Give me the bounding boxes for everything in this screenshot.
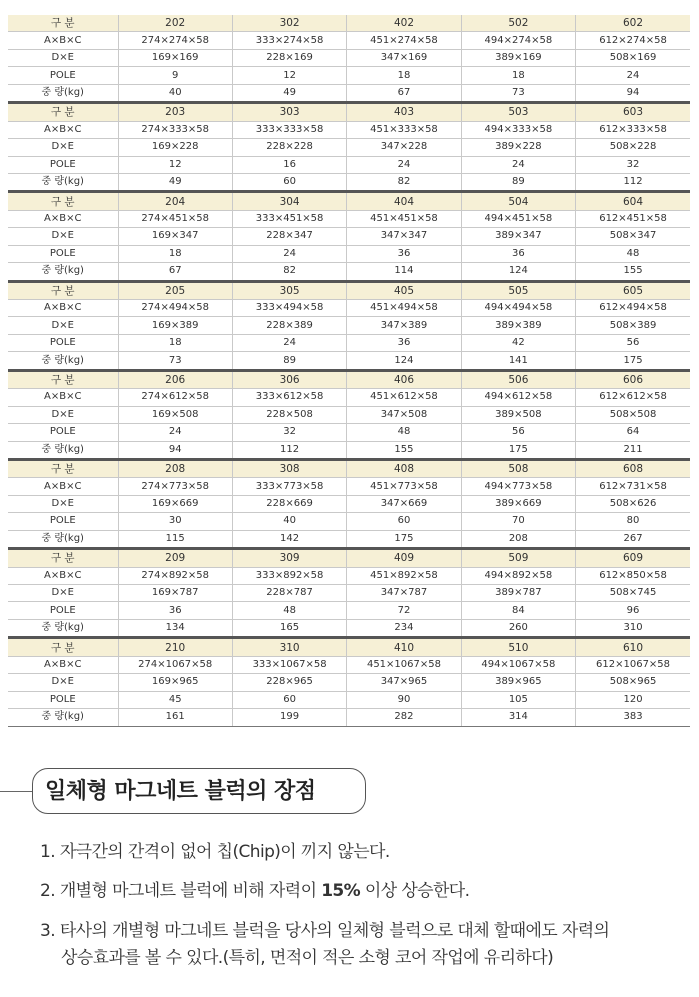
- row-label-cell: D×E: [8, 495, 118, 512]
- row-label-cell: D×E: [8, 139, 118, 156]
- table-row: [8, 228, 690, 245]
- table-cell: 228×228: [232, 139, 346, 156]
- table-cell: 169×169: [118, 49, 232, 66]
- table-row: [8, 352, 690, 370]
- table-cell: 169×347: [118, 228, 232, 245]
- table-cell: 36: [347, 334, 461, 351]
- table-cell: 347×669: [347, 495, 461, 512]
- table-cell: 612×612×58: [576, 389, 690, 406]
- table-cell: 175: [347, 530, 461, 548]
- row-label-cell: POLE: [8, 691, 118, 708]
- row-label-cell: A×B×C: [8, 210, 118, 227]
- table-row: [8, 567, 690, 584]
- table-cell: 40: [118, 84, 232, 102]
- table-cell: 260: [461, 619, 575, 637]
- model-cell: 410: [347, 638, 461, 656]
- table-cell: 155: [347, 441, 461, 459]
- table-cell: 67: [347, 84, 461, 102]
- table-cell: 389×965: [461, 674, 575, 691]
- table-cell: 48: [232, 602, 346, 619]
- table-cell: 84: [461, 602, 575, 619]
- table-cell: 274×612×58: [118, 389, 232, 406]
- table-cell: 80: [576, 513, 690, 530]
- model-cell: 604: [576, 192, 690, 210]
- table-header-row: [8, 549, 690, 567]
- row-label-cell: 중 량(kg): [8, 619, 118, 637]
- table-cell: 508×965: [576, 674, 690, 691]
- model-cell: 203: [118, 103, 232, 121]
- table-cell: 64: [576, 424, 690, 441]
- table-header-row: [8, 192, 690, 210]
- table-cell: 612×850×58: [576, 567, 690, 584]
- table-cell: 114: [347, 263, 461, 281]
- table-cell: 494×333×58: [461, 121, 575, 138]
- table-cell: 282: [347, 709, 461, 726]
- row-label-cell: 중 량(kg): [8, 173, 118, 191]
- model-cell: 608: [576, 459, 690, 477]
- table-cell: 228×508: [232, 406, 346, 423]
- row-label-cell: POLE: [8, 334, 118, 351]
- table-cell: 60: [232, 173, 346, 191]
- table-cell: 494×274×58: [461, 32, 575, 49]
- table-cell: 105: [461, 691, 575, 708]
- table-cell: 347×508: [347, 406, 461, 423]
- table-cell: 333×274×58: [232, 32, 346, 49]
- model-cell: 310: [232, 638, 346, 656]
- table-cell: 274×274×58: [118, 32, 232, 49]
- table-cell: 389×347: [461, 228, 575, 245]
- header-label-cell: 구 분: [8, 638, 118, 656]
- table-cell: 389×669: [461, 495, 575, 512]
- model-cell: 302: [232, 15, 346, 32]
- table-cell: 389×787: [461, 585, 575, 602]
- row-label-cell: D×E: [8, 228, 118, 245]
- model-cell: 510: [461, 638, 575, 656]
- row-label-cell: POLE: [8, 245, 118, 262]
- table-row: [8, 656, 690, 673]
- table-cell: 142: [232, 530, 346, 548]
- table-cell: 96: [576, 602, 690, 619]
- table-row: [8, 210, 690, 227]
- advantages-list: [40, 840, 690, 971]
- table-cell: 169×508: [118, 406, 232, 423]
- table-row: [8, 513, 690, 530]
- table-cell: 451×274×58: [347, 32, 461, 49]
- model-cell: 505: [461, 281, 575, 299]
- table-cell: 612×731×58: [576, 478, 690, 495]
- table-cell: 49: [118, 173, 232, 191]
- row-label-cell: D×E: [8, 585, 118, 602]
- table-cell: 508×745: [576, 585, 690, 602]
- table-cell: 451×1067×58: [347, 656, 461, 673]
- table-cell: 333×1067×58: [232, 656, 346, 673]
- table-header-row: [8, 638, 690, 656]
- table-row: [8, 334, 690, 351]
- table-cell: 508×626: [576, 495, 690, 512]
- spec-table-area: [8, 15, 690, 727]
- table-cell: 30: [118, 513, 232, 530]
- table-cell: 333×773×58: [232, 478, 346, 495]
- model-cell: 206: [118, 370, 232, 388]
- table-row: [8, 32, 690, 49]
- table-cell: 451×892×58: [347, 567, 461, 584]
- row-label-cell: 중 량(kg): [8, 263, 118, 281]
- table-cell: 48: [576, 245, 690, 262]
- table-row: [8, 478, 690, 495]
- table-header-row: [8, 459, 690, 477]
- table-cell: 18: [347, 67, 461, 84]
- model-cell: 209: [118, 549, 232, 567]
- table-header-row: [8, 103, 690, 121]
- table-cell: 451×773×58: [347, 478, 461, 495]
- table-cell: 389×169: [461, 49, 575, 66]
- table-cell: 389×508: [461, 406, 575, 423]
- table-cell: 134: [118, 619, 232, 637]
- table-row: [8, 585, 690, 602]
- model-cell: 406: [347, 370, 461, 388]
- table-cell: 451×451×58: [347, 210, 461, 227]
- table-cell: 56: [576, 334, 690, 351]
- model-cell: 304: [232, 192, 346, 210]
- table-cell: 612×451×58: [576, 210, 690, 227]
- table-cell: 24: [232, 245, 346, 262]
- table-cell: 228×347: [232, 228, 346, 245]
- table-cell: 228×389: [232, 317, 346, 334]
- row-label-cell: A×B×C: [8, 656, 118, 673]
- row-label-cell: POLE: [8, 156, 118, 173]
- table-cell: 141: [461, 352, 575, 370]
- table-cell: 73: [461, 84, 575, 102]
- table-row: [8, 49, 690, 66]
- table-row: [8, 389, 690, 406]
- model-cell: 306: [232, 370, 346, 388]
- table-cell: 347×228: [347, 139, 461, 156]
- table-cell: 161: [118, 709, 232, 726]
- table-cell: 24: [347, 156, 461, 173]
- model-cell: 610: [576, 638, 690, 656]
- table-cell: 208: [461, 530, 575, 548]
- table-cell: 612×274×58: [576, 32, 690, 49]
- model-cell: 405: [347, 281, 461, 299]
- table-cell: 612×494×58: [576, 300, 690, 317]
- row-label-cell: A×B×C: [8, 32, 118, 49]
- table-cell: 274×892×58: [118, 567, 232, 584]
- table-cell: 60: [347, 513, 461, 530]
- row-label-cell: 중 량(kg): [8, 709, 118, 726]
- table-cell: 112: [576, 173, 690, 191]
- table-row: [8, 121, 690, 138]
- table-row: [8, 156, 690, 173]
- table-header-row: [8, 281, 690, 299]
- table-cell: 267: [576, 530, 690, 548]
- table-cell: 389×389: [461, 317, 575, 334]
- table-cell: 333×333×58: [232, 121, 346, 138]
- table-cell: 24: [118, 424, 232, 441]
- row-label-cell: 중 량(kg): [8, 352, 118, 370]
- header-label-cell: 구 분: [8, 15, 118, 32]
- row-label-cell: 중 량(kg): [8, 441, 118, 459]
- table-cell: 494×494×58: [461, 300, 575, 317]
- table-row: [8, 495, 690, 512]
- model-cell: 309: [232, 549, 346, 567]
- table-row: [8, 406, 690, 423]
- table-row: [8, 674, 690, 691]
- table-cell: 12: [232, 67, 346, 84]
- table-cell: 48: [347, 424, 461, 441]
- table-row: [8, 317, 690, 334]
- header-label-cell: 구 분: [8, 281, 118, 299]
- model-cell: 504: [461, 192, 575, 210]
- model-cell: 303: [232, 103, 346, 121]
- row-label-cell: POLE: [8, 602, 118, 619]
- table-cell: 115: [118, 530, 232, 548]
- advantages-title: 일체형 마그네트 블럭의 장점: [32, 768, 366, 814]
- table-cell: 274×773×58: [118, 478, 232, 495]
- percent-highlight: 15%: [321, 881, 361, 901]
- table-cell: 49: [232, 84, 346, 102]
- table-cell: 508×228: [576, 139, 690, 156]
- table-cell: 508×508: [576, 406, 690, 423]
- table-cell: 333×892×58: [232, 567, 346, 584]
- table-cell: 124: [347, 352, 461, 370]
- table-row: [8, 424, 690, 441]
- table-cell: 494×1067×58: [461, 656, 575, 673]
- spec-table: [8, 15, 690, 727]
- table-cell: 18: [118, 245, 232, 262]
- table-cell: 333×494×58: [232, 300, 346, 317]
- header-label-cell: 구 분: [8, 192, 118, 210]
- table-cell: 32: [576, 156, 690, 173]
- table-cell: 347×389: [347, 317, 461, 334]
- header-label-cell: 구 분: [8, 370, 118, 388]
- row-label-cell: 중 량(kg): [8, 530, 118, 548]
- table-cell: 24: [576, 67, 690, 84]
- table-cell: 94: [576, 84, 690, 102]
- table-cell: 274×494×58: [118, 300, 232, 317]
- table-cell: 73: [118, 352, 232, 370]
- model-cell: 408: [347, 459, 461, 477]
- table-cell: 228×965: [232, 674, 346, 691]
- table-cell: 12: [118, 156, 232, 173]
- table-cell: 36: [461, 245, 575, 262]
- table-cell: 82: [232, 263, 346, 281]
- table-cell: 169×787: [118, 585, 232, 602]
- table-cell: 347×965: [347, 674, 461, 691]
- table-cell: 234: [347, 619, 461, 637]
- model-cell: 509: [461, 549, 575, 567]
- table-cell: 169×669: [118, 495, 232, 512]
- table-cell: 90: [347, 691, 461, 708]
- table-cell: 175: [461, 441, 575, 459]
- table-cell: 333×612×58: [232, 389, 346, 406]
- table-cell: 211: [576, 441, 690, 459]
- advantage-item-3: 3. 타사의 개별형 마그네트 블럭을 당사의 일체형 블럭으로 대체 할때에도 자력의 상승효과를 볼 수 있다.(특히, 면적이 적은 소형 코어 작업에 유리하다): [40, 921, 610, 968]
- table-cell: 124: [461, 263, 575, 281]
- model-cell: 603: [576, 103, 690, 121]
- table-cell: 40: [232, 513, 346, 530]
- table-cell: 165: [232, 619, 346, 637]
- table-cell: 70: [461, 513, 575, 530]
- table-cell: 383: [576, 709, 690, 726]
- table-cell: 310: [576, 619, 690, 637]
- table-cell: 494×892×58: [461, 567, 575, 584]
- table-cell: 612×1067×58: [576, 656, 690, 673]
- table-cell: 451×494×58: [347, 300, 461, 317]
- table-cell: 612×333×58: [576, 121, 690, 138]
- model-cell: 204: [118, 192, 232, 210]
- model-cell: 502: [461, 15, 575, 32]
- model-cell: 308: [232, 459, 346, 477]
- table-cell: 314: [461, 709, 575, 726]
- table-row: [8, 619, 690, 637]
- model-cell: 606: [576, 370, 690, 388]
- row-label-cell: POLE: [8, 424, 118, 441]
- model-cell: 404: [347, 192, 461, 210]
- model-cell: 210: [118, 638, 232, 656]
- table-cell: 508×347: [576, 228, 690, 245]
- table-row: [8, 691, 690, 708]
- table-row: [8, 67, 690, 84]
- table-cell: 112: [232, 441, 346, 459]
- model-cell: 503: [461, 103, 575, 121]
- table-cell: 228×787: [232, 585, 346, 602]
- table-cell: 389×228: [461, 139, 575, 156]
- table-cell: 451×612×58: [347, 389, 461, 406]
- table-row: [8, 263, 690, 281]
- table-row: [8, 84, 690, 102]
- table-cell: 228×669: [232, 495, 346, 512]
- table-cell: 228×169: [232, 49, 346, 66]
- header-label-cell: 구 분: [8, 103, 118, 121]
- table-cell: 333×451×58: [232, 210, 346, 227]
- table-cell: 89: [461, 173, 575, 191]
- row-label-cell: POLE: [8, 513, 118, 530]
- table-row: [8, 709, 690, 726]
- table-cell: 9: [118, 67, 232, 84]
- header-label-cell: 구 분: [8, 459, 118, 477]
- table-cell: 89: [232, 352, 346, 370]
- table-cell: 45: [118, 691, 232, 708]
- model-cell: 609: [576, 549, 690, 567]
- table-cell: 274×333×58: [118, 121, 232, 138]
- table-cell: 347×169: [347, 49, 461, 66]
- table-cell: 67: [118, 263, 232, 281]
- table-row: [8, 245, 690, 262]
- advantage-item-1: 1. 자극간의 간격이 없어 칩(Chip)이 끼지 않는다.: [40, 842, 390, 862]
- header-label-cell: 구 분: [8, 549, 118, 567]
- table-cell: 72: [347, 602, 461, 619]
- table-cell: 18: [118, 334, 232, 351]
- table-cell: 94: [118, 441, 232, 459]
- table-row: [8, 530, 690, 548]
- table-cell: 18: [461, 67, 575, 84]
- table-cell: 120: [576, 691, 690, 708]
- table-cell: 494×612×58: [461, 389, 575, 406]
- table-cell: 24: [232, 334, 346, 351]
- table-cell: 274×451×58: [118, 210, 232, 227]
- table-cell: 508×389: [576, 317, 690, 334]
- model-cell: 605: [576, 281, 690, 299]
- table-cell: 24: [461, 156, 575, 173]
- table-cell: 32: [232, 424, 346, 441]
- table-cell: 347×347: [347, 228, 461, 245]
- table-header-row: [8, 370, 690, 388]
- row-label-cell: A×B×C: [8, 121, 118, 138]
- table-row: [8, 300, 690, 317]
- table-cell: 199: [232, 709, 346, 726]
- advantage-item-2: 2. 개별형 마그네트 블럭에 비해 자력이 15% 이상 상승한다.: [40, 881, 470, 901]
- table-cell: 56: [461, 424, 575, 441]
- table-cell: 508×169: [576, 49, 690, 66]
- table-row: [8, 441, 690, 459]
- table-cell: 494×451×58: [461, 210, 575, 227]
- row-label-cell: D×E: [8, 317, 118, 334]
- model-cell: 402: [347, 15, 461, 32]
- table-cell: 169×389: [118, 317, 232, 334]
- table-row: [8, 139, 690, 156]
- table-cell: 451×333×58: [347, 121, 461, 138]
- model-cell: 205: [118, 281, 232, 299]
- row-label-cell: A×B×C: [8, 478, 118, 495]
- row-label-cell: 중 량(kg): [8, 84, 118, 102]
- table-cell: 155: [576, 263, 690, 281]
- table-cell: 82: [347, 173, 461, 191]
- table-cell: 36: [118, 602, 232, 619]
- row-label-cell: D×E: [8, 406, 118, 423]
- model-cell: 305: [232, 281, 346, 299]
- table-row: [8, 602, 690, 619]
- row-label-cell: A×B×C: [8, 300, 118, 317]
- row-label-cell: D×E: [8, 49, 118, 66]
- model-cell: 208: [118, 459, 232, 477]
- model-cell: 508: [461, 459, 575, 477]
- row-label-cell: D×E: [8, 674, 118, 691]
- table-cell: 16: [232, 156, 346, 173]
- row-label-cell: A×B×C: [8, 389, 118, 406]
- table-cell: 60: [232, 691, 346, 708]
- table-cell: 36: [347, 245, 461, 262]
- model-cell: 202: [118, 15, 232, 32]
- table-row: [8, 173, 690, 191]
- table-cell: 169×228: [118, 139, 232, 156]
- row-label-cell: A×B×C: [8, 567, 118, 584]
- table-cell: 274×1067×58: [118, 656, 232, 673]
- table-cell: 175: [576, 352, 690, 370]
- table-cell: 42: [461, 334, 575, 351]
- model-cell: 506: [461, 370, 575, 388]
- model-cell: 409: [347, 549, 461, 567]
- table-cell: 494×773×58: [461, 478, 575, 495]
- table-cell: 347×787: [347, 585, 461, 602]
- model-cell: 602: [576, 15, 690, 32]
- row-label-cell: POLE: [8, 67, 118, 84]
- table-cell: 169×965: [118, 674, 232, 691]
- table-header-row: [8, 15, 690, 32]
- model-cell: 403: [347, 103, 461, 121]
